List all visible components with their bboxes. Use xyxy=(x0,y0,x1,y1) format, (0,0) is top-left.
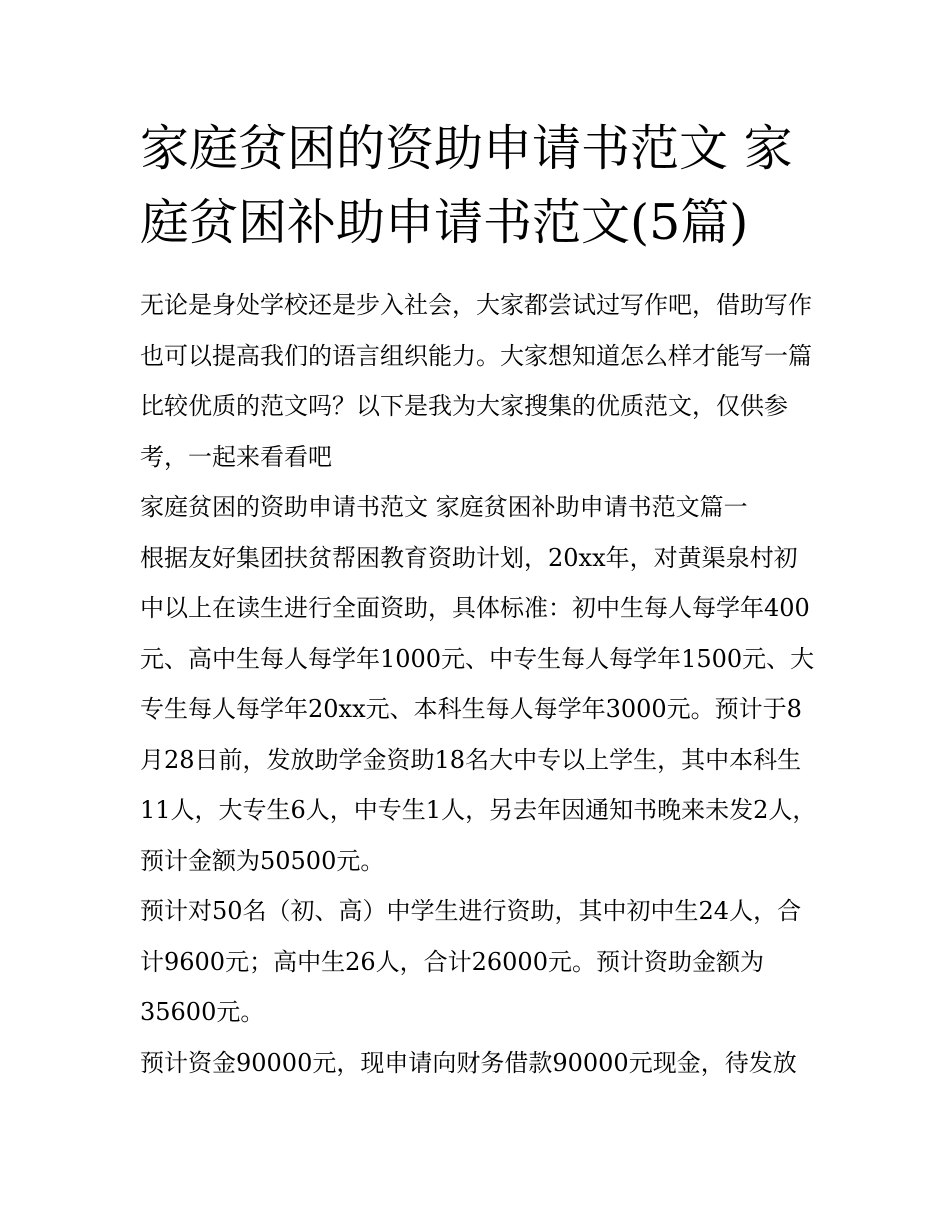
body-paragraph: 预计对50名（初、高）中学生进行资助，其中初中生24人，合计9600元；高中生26人，合计26000元。预计资助金额为35600元。 xyxy=(140,897,802,1026)
document-body xyxy=(140,280,820,1088)
body-paragraph: 预计资金90000元，现申请向财务借款90000元现金，待发放 xyxy=(140,1048,797,1077)
document-title: 家庭贫困的资助申请书范文 家庭贫困补助申请书范文(5篇) xyxy=(140,120,793,251)
body-paragraph: 根据友好集团扶贫帮困教育资助计划，20xx年，对黄渠泉村初中以上在读生进行全面资助，具体标准：初中生每人每学年400元、高中生每人每学年1000元、中专生每人每学年1500元、大专生每人每学年20xx元、本科生每人每学年3000元。预计于8月28日前，发放助学金资助18名大中专以上学生，其中本科生11人，大专生6人，中专生1人，另去年因通知书晚来未发2人，预计金额为50500元。 xyxy=(140,543,817,875)
section-heading: 家庭贫困的资助申请书范文 家庭贫困补助申请书范文篇一 xyxy=(140,493,748,521)
intro-paragraph: 无论是身处学校还是步入社会，大家都尝试过写作吧，借助写作也可以提高我们的语言组织能力。大家想知道怎么样才能写一篇比较优质的范文吗？以下是我为大家搜集的优质范文，仅供参考，一起来看看吧 xyxy=(140,291,812,471)
